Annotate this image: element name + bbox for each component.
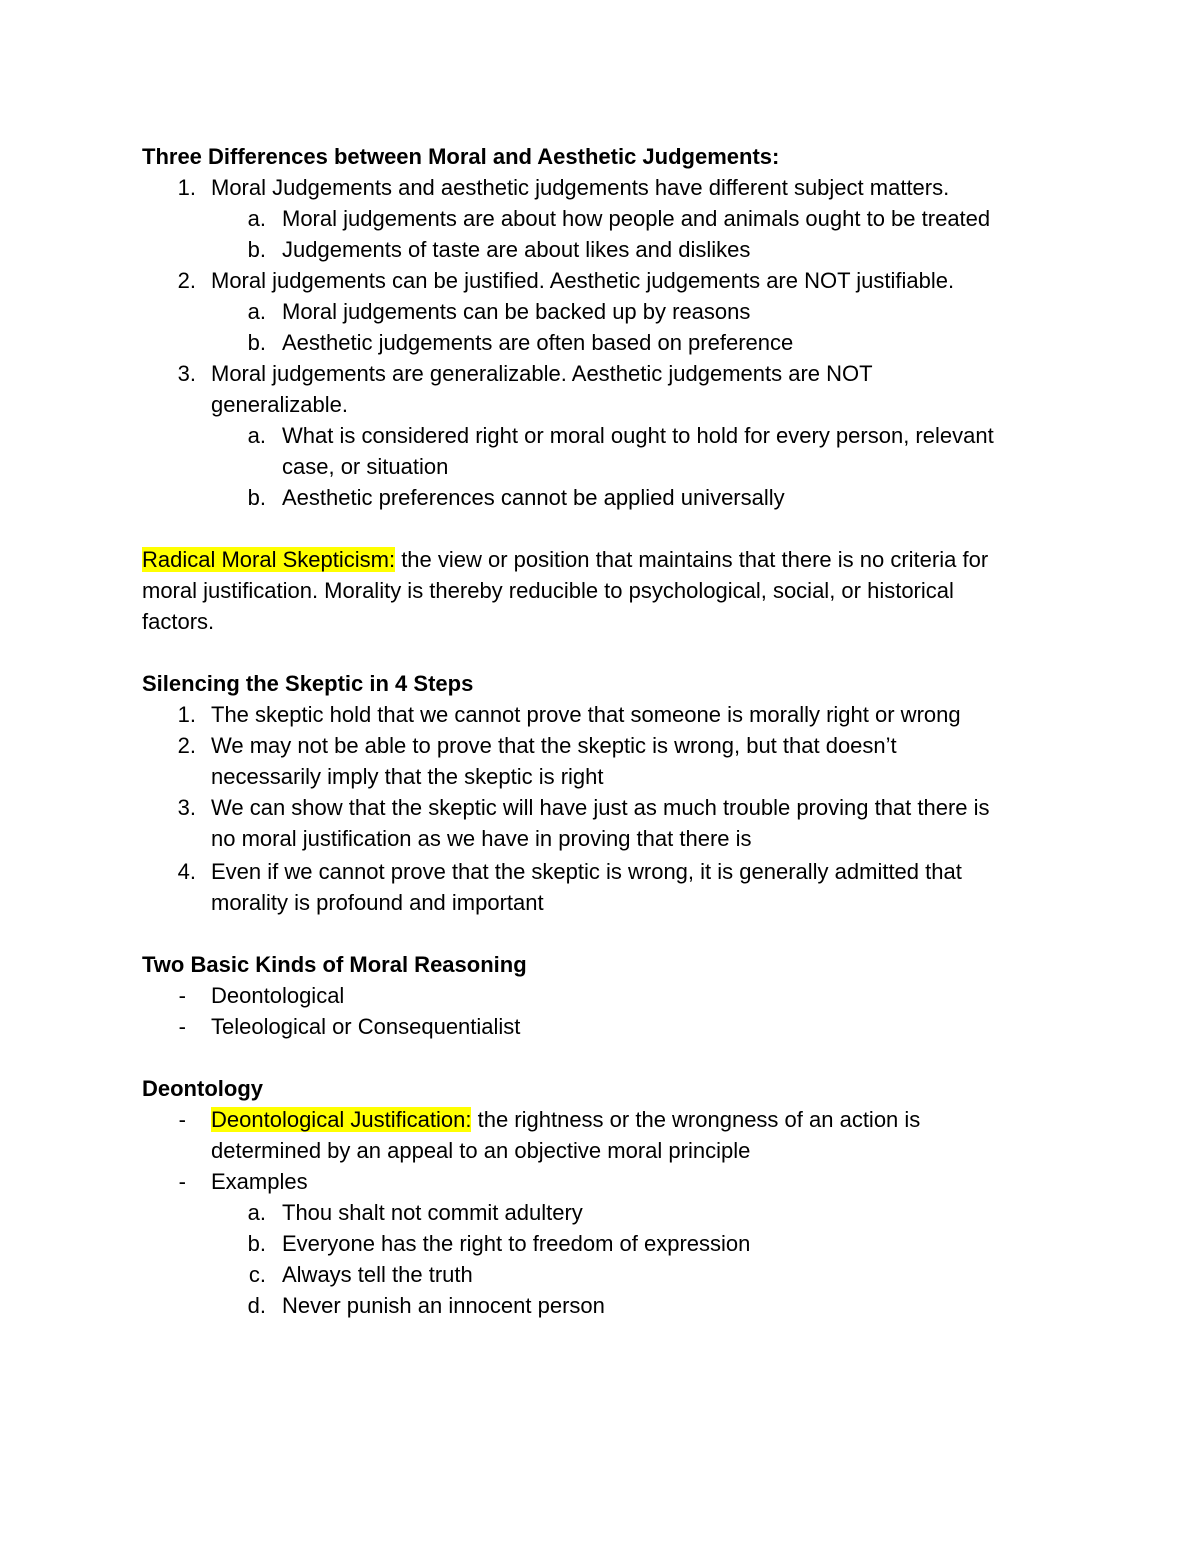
sublist-marker: b. (247, 237, 266, 262)
sublist-marker: a. (247, 299, 266, 324)
section-heading-silencing: Silencing the Skeptic in 4 Steps (142, 671, 474, 696)
list-item: Deontological (211, 983, 345, 1008)
definition-text: the rightness or the wrongness of an action is (471, 1107, 921, 1132)
section-heading-differences: Three Differences between Moral and Aesthetic Judgements: (142, 144, 780, 169)
sublist-marker: b. (247, 485, 266, 510)
list-item-continuation: generalizable. (211, 392, 348, 417)
definition-continuation: moral justification. Morality is thereby reducible to psychological, social, or historical (142, 578, 954, 603)
list-item: Teleological or Consequentialist (211, 1014, 521, 1039)
highlighted-term: Radical Moral Skepticism: (142, 547, 396, 572)
list-item: Moral Judgements and aesthetic judgements have different subject matters. (211, 175, 950, 200)
list-marker: 3. (177, 795, 196, 820)
sublist-marker: a. (247, 1200, 266, 1225)
sublist-item: Aesthetic judgements are often based on preference (282, 330, 794, 355)
sublist-marker: b. (247, 330, 266, 355)
sublist-marker: c. (248, 1262, 266, 1287)
sublist-marker: b. (247, 1231, 266, 1256)
dash-marker: - (178, 1107, 186, 1132)
definition-continuation: factors. (142, 609, 215, 634)
sublist-item: Aesthetic preferences cannot be applied universally (282, 485, 785, 510)
list-item: The skeptic hold that we cannot prove that someone is morally right or wrong (211, 702, 961, 727)
sublist-marker: a. (247, 423, 266, 448)
sublist-item: What is considered right or moral ought to hold for every person, relevant (282, 423, 994, 448)
definition-continuation: determined by an appeal to an objective moral principle (211, 1138, 751, 1163)
list-item: We may not be able to prove that the skeptic is wrong, but that doesn’t (211, 733, 897, 758)
sublist-marker: a. (247, 206, 266, 231)
example-item: Everyone has the right to freedom of expression (282, 1231, 751, 1256)
list-item-continuation: necessarily imply that the skeptic is right (211, 764, 604, 789)
list-item: Moral judgements can be justified. Aesthetic judgements are NOT justifiable. (211, 268, 955, 293)
dash-marker: - (178, 1169, 186, 1194)
list-marker: 2. (177, 733, 196, 758)
sublist-item: Moral judgements can be backed up by reasons (282, 299, 751, 324)
highlighted-term: Deontological Justification: (211, 1107, 472, 1132)
list-item: Moral judgements are generalizable. Aesthetic judgements are NOT (211, 361, 873, 386)
skepticism-definition (142, 544, 988, 575)
example-item: Thou shalt not commit adultery (282, 1200, 583, 1225)
sublist-item-continuation: case, or situation (282, 454, 449, 479)
list-item-continuation: no moral justification as we have in proving that there is (211, 826, 752, 851)
deontology-definition (211, 1104, 920, 1135)
examples-label: Examples (211, 1169, 308, 1194)
list-marker: 1. (177, 702, 196, 727)
list-item: We can show that the skeptic will have just as much trouble proving that there is (211, 795, 990, 820)
dash-marker: - (178, 1014, 186, 1039)
list-marker: 2. (177, 268, 196, 293)
sublist-item: Judgements of taste are about likes and dislikes (282, 237, 751, 262)
list-item: Even if we cannot prove that the skeptic is wrong, it is generally admitted that (211, 859, 962, 884)
section-heading-reasoning: Two Basic Kinds of Moral Reasoning (142, 952, 527, 977)
example-item: Always tell the truth (282, 1262, 473, 1287)
list-marker: 4. (177, 859, 196, 884)
example-item: Never punish an innocent person (282, 1293, 605, 1318)
dash-marker: - (178, 983, 186, 1008)
section-heading-deontology: Deontology (142, 1076, 263, 1101)
list-item-continuation: morality is profound and important (211, 890, 544, 915)
list-marker: 1. (177, 175, 196, 200)
list-marker: 3. (177, 361, 196, 386)
sublist-marker: d. (247, 1293, 266, 1318)
definition-text: the view or position that maintains that there is no criteria for (395, 547, 989, 572)
sublist-item: Moral judgements are about how people and animals ought to be treated (282, 206, 991, 231)
